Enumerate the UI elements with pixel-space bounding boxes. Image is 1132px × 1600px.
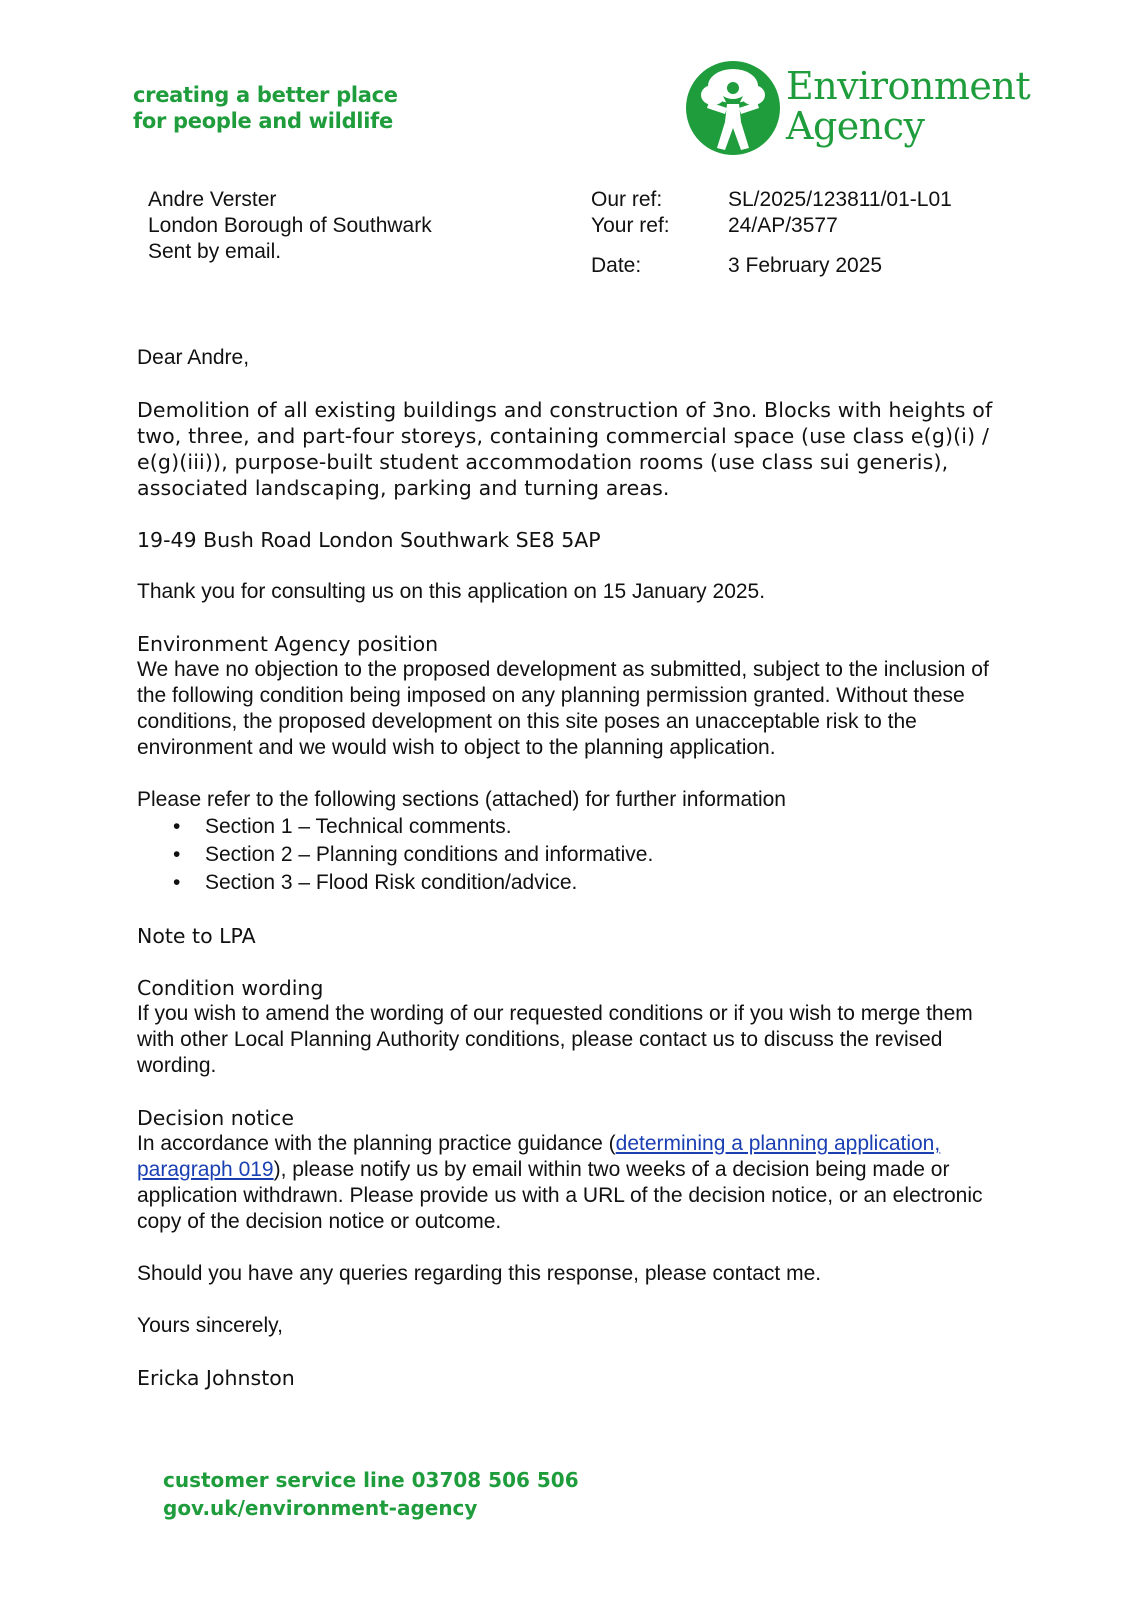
list-item bbox=[137, 841, 1007, 869]
list-item bbox=[137, 869, 1007, 897]
recipient-name: Andre Verster bbox=[148, 188, 277, 211]
proposal-description: Demolition of all existing buildings and construction of 3no. Blocks with heights of two, three, and part-four storeys, containing commercial space (use class e(g)(i) / e(g)(iii)), purpose-built student accommodation rooms (use class sui generis), associated landscaping, parking and turning areas. bbox=[137, 398, 993, 500]
tagline-line-2: for people and wildlife bbox=[133, 109, 393, 133]
list-item bbox=[137, 813, 1007, 841]
decision-text-start: In accordance with the planning practice guidance ( bbox=[137, 1132, 616, 1155]
logo-word-2: Agency bbox=[786, 104, 925, 148]
recipient-delivery: Sent by email. bbox=[148, 240, 282, 263]
customer-service-line: customer service line 03708 506 506 bbox=[163, 1468, 579, 1492]
reference-block bbox=[591, 187, 952, 279]
queries-paragraph: Should you have any queries regarding this response, please contact me. bbox=[137, 1262, 822, 1285]
decision-heading: Decision notice bbox=[137, 1106, 294, 1130]
tree-person-icon bbox=[683, 58, 783, 158]
condition-heading: Condition wording bbox=[137, 976, 324, 1000]
date-value: 3 February 2025 bbox=[728, 254, 883, 277]
tagline-line-1: creating a better place bbox=[133, 83, 398, 107]
refer-paragraph: Please refer to the following sections (attached) for further information bbox=[137, 788, 786, 811]
planning-guidance-link[interactable]: determining a planning application, paragraph 019 bbox=[137, 1132, 941, 1181]
section-label: Section 1 – Technical comments. bbox=[205, 815, 512, 838]
condition-paragraph: If you wish to amend the wording of our requested conditions or if you wish to merge them with other Local Planning Authority conditions, please contact us to discuss the revised wording. bbox=[137, 1002, 973, 1077]
your-ref-row bbox=[591, 213, 952, 239]
site-address: 19-49 Bush Road London Southwark SE8 5AP bbox=[137, 528, 601, 552]
letter-body bbox=[137, 345, 1007, 1417]
logo-word-1: Environment bbox=[786, 64, 1031, 108]
your-ref-label: Your ref: bbox=[591, 214, 670, 237]
sections-list bbox=[137, 813, 1007, 897]
decision-text-end: ), please notify us by email within two weeks of a decision being made or application withdrawn. Please provide us with a URL of the decision notice, or an electronic copy of the decision notice or outcome. bbox=[137, 1158, 983, 1233]
our-ref-value: SL/2025/123811/01-L01 bbox=[728, 188, 952, 211]
decision-paragraph bbox=[137, 1131, 1007, 1235]
your-ref-value: 24/AP/3577 bbox=[728, 214, 838, 237]
tagline bbox=[133, 82, 398, 134]
section-label: Section 3 – Flood Risk condition/advice. bbox=[205, 871, 578, 894]
logo-wordmark bbox=[786, 66, 1030, 146]
date-label: Date: bbox=[591, 254, 642, 277]
recipient-organisation: London Borough of Southwark bbox=[148, 214, 432, 237]
our-ref-label: Our ref: bbox=[591, 188, 663, 211]
our-ref-row bbox=[591, 187, 952, 213]
thanks-paragraph: Thank you for consulting us on this application on 15 January 2025. bbox=[137, 580, 766, 603]
note-heading: Note to LPA bbox=[137, 924, 256, 948]
position-paragraph: We have no objection to the proposed development as submitted, subject to the inclusion of the following condition being imposed on any planning permission granted. Without these conditions, the proposed development on this site poses an unacceptable risk to the environment and we would wish to object to the planning application. bbox=[137, 658, 989, 759]
position-heading: Environment Agency position bbox=[137, 632, 439, 656]
footer-contact bbox=[163, 1466, 579, 1522]
section-label: Section 2 – Planning conditions and informative. bbox=[205, 843, 654, 866]
recipient-address bbox=[148, 187, 432, 265]
salutation: Dear Andre, bbox=[137, 346, 250, 369]
signoff: Yours sincerely, bbox=[137, 1314, 283, 1337]
date-row bbox=[591, 253, 952, 279]
bullet-icon: • bbox=[173, 843, 181, 866]
bullet-icon: • bbox=[173, 815, 181, 838]
website-address: gov.uk/environment-agency bbox=[163, 1496, 478, 1520]
signature-name: Ericka Johnston bbox=[137, 1366, 295, 1390]
bullet-icon: • bbox=[173, 871, 181, 894]
